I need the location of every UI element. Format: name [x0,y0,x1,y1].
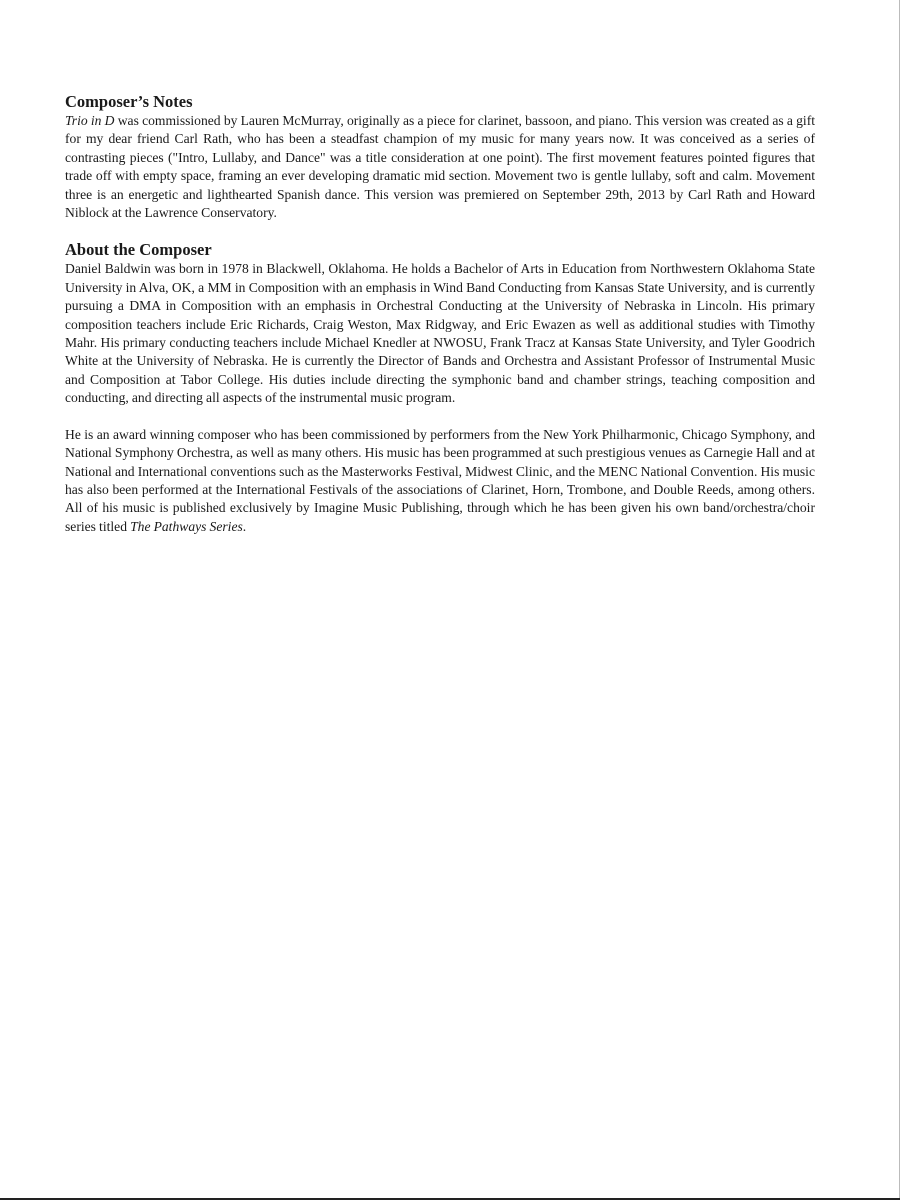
page-content [65,92,815,536]
composers-notes-heading: Composer’s Notes [65,92,193,111]
biography-paragraph-2-text: He is an award winning composer who has been commissioned by performers from the New York Philharmonic, Chicago Symphony, and National Symphony Orchestra, as well as many others. His music has been programmed at such prestigious venues as Carnegie Hall and at National and International conventions such as the Masterworks Festival, Midwest Clinic, and the MENC National Convention. His music has also been performed at the International Festivals of the associations of Clarinet, Horn, Trombone, and Double Reeds, among others. All of his music is published exclusively by Imagine Music Publishing, through which he has been given his own band/orchestra/choir series titled [65,426,815,534]
biography-paragraph-2-end: . [242,518,247,534]
about-composer-section [65,240,815,536]
composers-notes-section [65,92,815,222]
about-composer-heading: About the Composer [65,240,212,260]
biography-paragraph-1: Daniel Baldwin was born in 1978 in Blackwell, Oklahoma. He holds a Bachelor of Arts in Education from Northwestern Oklahoma State University in Alva, OK, a MM in Composition with an emphasis in Wind Band Conducting from Kansas State University, and is currently pursuing a DMA in Composition with an emphasis in Orchestral Conducting at the University of Nebraska in Lincoln. His primary composition teachers include Eric Richards, Craig Weston, Max Ridgway, and Eric Ewazen as well as additional studies with Timothy Mahr. His primary conducting teachers include Michael Knedler at NWOSU, Frank Tracz at Kansas State University, and Tyler Goodrich White at the University of Nebraska. He is currently the Director of Bands and Orchestra and Assistant Professor of Instrumental Music and Composition at Tabor College. His duties include directing the symphonic band and chamber strings, teaching composition and conducting, and directing all aspects of the instrumental music program. [65,261,815,406]
work-title: Trio in D [65,113,115,128]
series-title: The Pathways Series [130,518,243,534]
biography-paragraph-2 [65,426,815,536]
composers-notes-paragraph [65,112,815,222]
composers-notes-text: was commissioned by Lauren McMurray, originally as a piece for clarinet, bassoon, and piano. This version was created as a gift for my dear friend Carl Rath, who has been a steadfast champion of my music for many years now. It was conceived as a series of contrasting pieces ("Intro, Lullaby, and Dance" was a title consideration at one point). The first movement features pointed figures that trade off with empty space, framing an ever developing dramatic mid section. Movement two is gentle lullaby, soft and calm. Movement three is an energetic and lighthearted Spanish dance. This version was premiered on September 29th, 2013 by Carl Rath and Howard Niblock at the Lawrence Conservatory. [65,113,815,221]
paragraph-spacer [65,408,815,426]
section-spacer [65,222,815,240]
